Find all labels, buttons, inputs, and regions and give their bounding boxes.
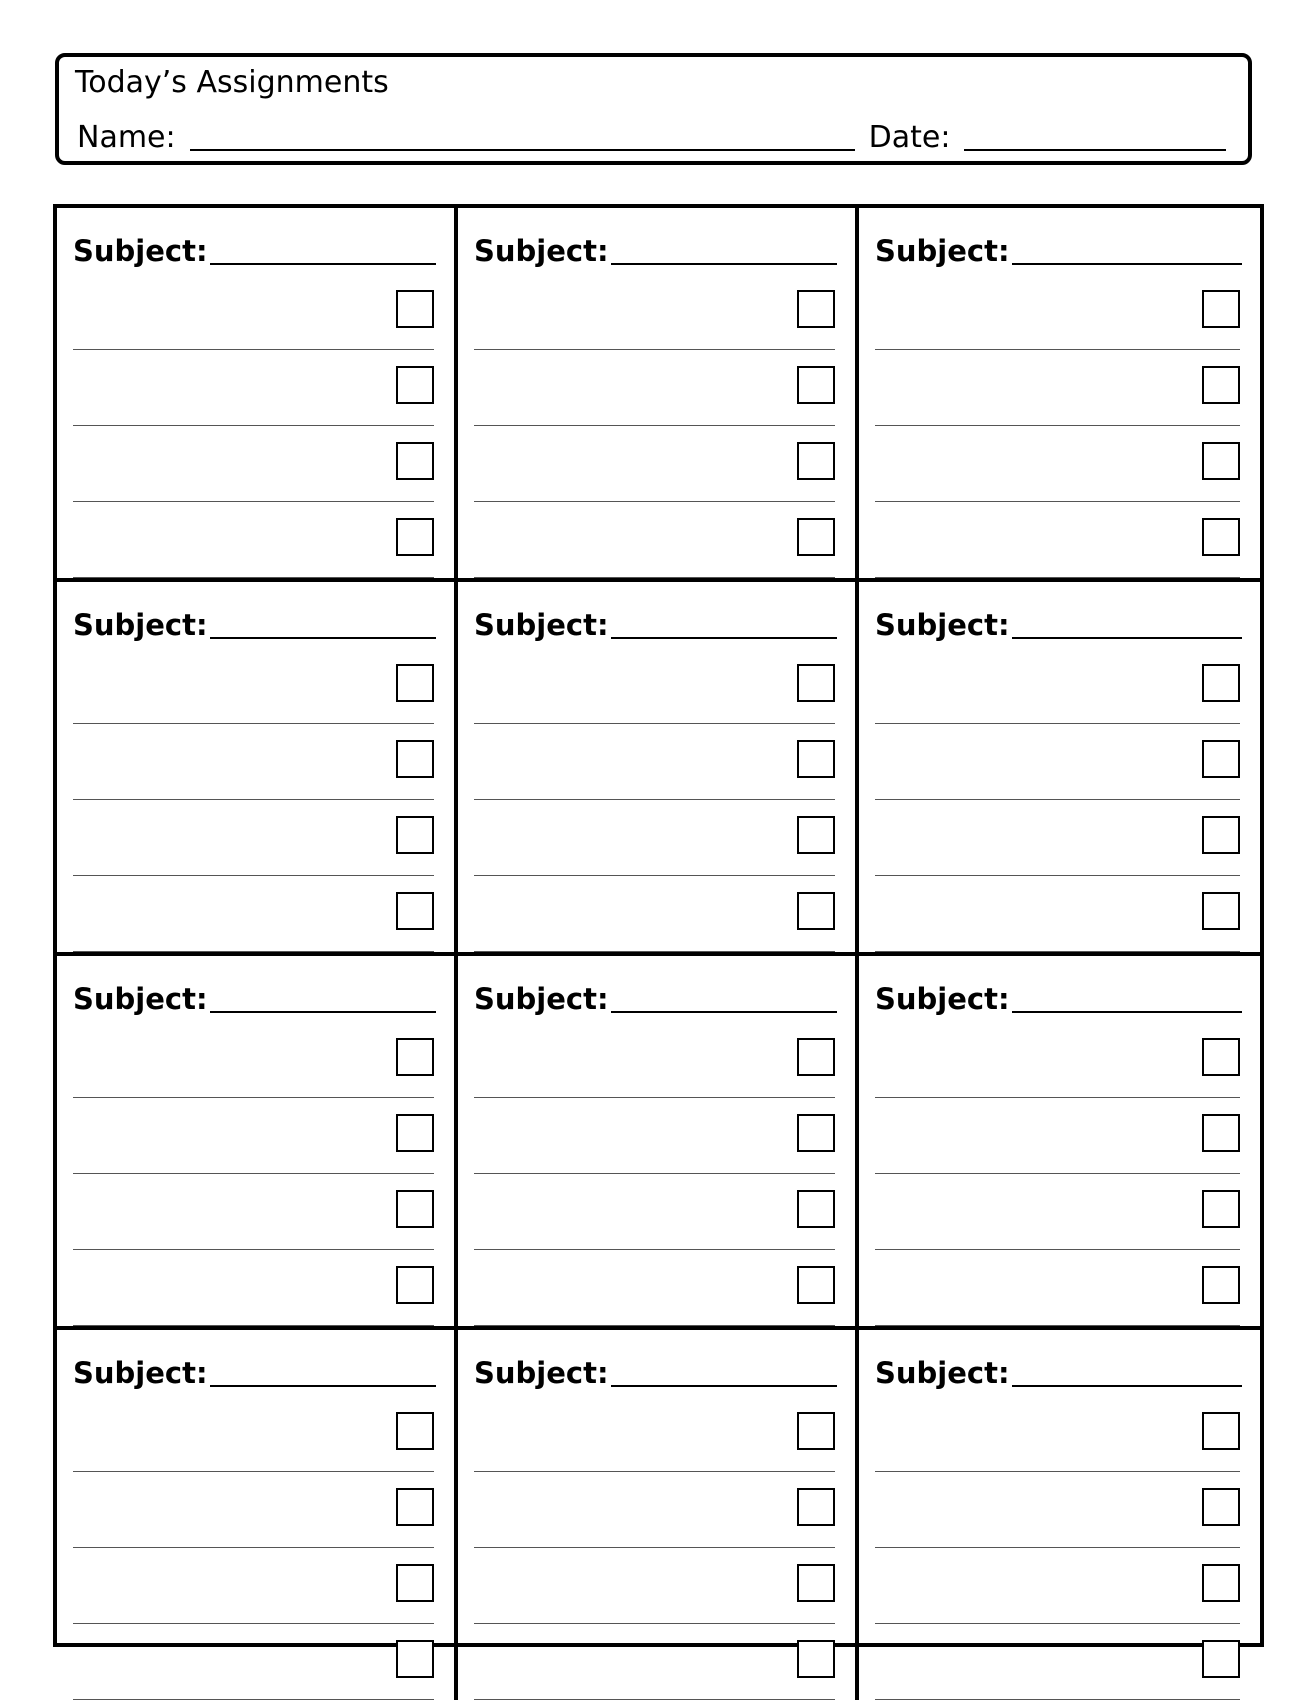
subject-block: [458, 208, 859, 582]
checkbox-icon[interactable]: [797, 1412, 835, 1450]
task-line[interactable]: [474, 1250, 835, 1326]
task-line[interactable]: [73, 1472, 434, 1548]
checkbox-icon[interactable]: [396, 518, 434, 556]
task-line[interactable]: [73, 350, 434, 426]
subject-block: [458, 582, 859, 956]
task-line[interactable]: [73, 1548, 434, 1624]
task-line[interactable]: [875, 1624, 1240, 1700]
task-line[interactable]: [73, 426, 434, 502]
task-line[interactable]: [875, 350, 1240, 426]
checkbox-icon[interactable]: [1202, 1266, 1240, 1304]
subject-field[interactable]: [1012, 263, 1242, 265]
checkbox-icon[interactable]: [396, 1038, 434, 1076]
checkbox-icon[interactable]: [1202, 1114, 1240, 1152]
task-line[interactable]: [73, 1022, 434, 1098]
subject-block: [458, 956, 859, 1330]
name-date-row: [77, 115, 1226, 155]
task-line[interactable]: [875, 1548, 1240, 1624]
task-line[interactable]: [474, 1098, 835, 1174]
subject-row: [875, 976, 1242, 1016]
task-list: [474, 1022, 837, 1326]
task-line[interactable]: [875, 502, 1240, 578]
checkbox-icon[interactable]: [1202, 442, 1240, 480]
subject-field[interactable]: [1012, 637, 1242, 639]
checkbox-icon[interactable]: [396, 442, 434, 480]
subject-label: Subject:: [875, 608, 1010, 642]
task-list: [474, 1396, 837, 1700]
page-title: Today’s Assignments: [75, 65, 389, 100]
checkbox-icon[interactable]: [797, 1038, 835, 1076]
task-line[interactable]: [73, 1396, 434, 1472]
task-line[interactable]: [875, 1250, 1240, 1326]
subject-row: [474, 228, 837, 268]
checkbox-icon[interactable]: [1202, 664, 1240, 702]
subject-row: [73, 228, 436, 268]
checkbox-icon[interactable]: [797, 816, 835, 854]
subject-row: [875, 1350, 1242, 1390]
subject-row: [73, 602, 436, 642]
subject-label: Subject:: [875, 982, 1010, 1016]
checkbox-icon[interactable]: [797, 1266, 835, 1304]
subject-label: Subject:: [474, 608, 609, 642]
subject-block: [57, 208, 458, 582]
task-list: [73, 1396, 436, 1700]
task-list: [73, 274, 436, 578]
subject-label: Subject:: [474, 982, 609, 1016]
subject-field[interactable]: [210, 1011, 436, 1013]
task-list: [875, 274, 1242, 578]
task-list: [875, 1022, 1242, 1326]
task-line[interactable]: [474, 648, 835, 724]
subject-block: [458, 1330, 859, 1700]
task-line[interactable]: [875, 274, 1240, 350]
subject-field[interactable]: [210, 637, 436, 639]
checkbox-icon[interactable]: [1202, 1488, 1240, 1526]
subject-label: Subject:: [73, 608, 208, 642]
checkbox-icon[interactable]: [1202, 892, 1240, 930]
subject-label: Subject:: [875, 234, 1010, 268]
subject-row: [474, 602, 837, 642]
checkbox-icon[interactable]: [1202, 366, 1240, 404]
subject-block: [859, 956, 1260, 1330]
task-line[interactable]: [73, 1250, 434, 1326]
task-line[interactable]: [73, 274, 434, 350]
checkbox-icon[interactable]: [797, 442, 835, 480]
checkbox-icon[interactable]: [797, 1114, 835, 1152]
task-line[interactable]: [474, 876, 835, 952]
checkbox-icon[interactable]: [396, 1564, 434, 1602]
subject-label: Subject:: [875, 1356, 1010, 1390]
task-line[interactable]: [73, 876, 434, 952]
checkbox-icon[interactable]: [1202, 1564, 1240, 1602]
checkbox-icon[interactable]: [797, 740, 835, 778]
subject-row: [474, 1350, 837, 1390]
task-line[interactable]: [73, 800, 434, 876]
subject-field[interactable]: [611, 1011, 837, 1013]
subject-field[interactable]: [611, 1385, 837, 1387]
subject-row: [474, 976, 837, 1016]
task-line[interactable]: [875, 876, 1240, 952]
subject-block: [57, 956, 458, 1330]
task-list: [73, 1022, 436, 1326]
task-line[interactable]: [875, 1174, 1240, 1250]
task-line[interactable]: [875, 1472, 1240, 1548]
checkbox-icon[interactable]: [396, 1190, 434, 1228]
subject-block: [859, 208, 1260, 582]
checkbox-icon[interactable]: [1202, 816, 1240, 854]
subject-row: [875, 602, 1242, 642]
subject-label: Subject:: [474, 1356, 609, 1390]
task-line[interactable]: [875, 426, 1240, 502]
checkbox-icon[interactable]: [1202, 1640, 1240, 1678]
checkbox-icon[interactable]: [1202, 290, 1240, 328]
checkbox-icon[interactable]: [797, 1640, 835, 1678]
subject-field[interactable]: [210, 263, 436, 265]
task-line[interactable]: [875, 1022, 1240, 1098]
task-line[interactable]: [73, 1098, 434, 1174]
checkbox-icon[interactable]: [396, 1640, 434, 1678]
subject-block: [859, 582, 1260, 956]
task-list: [73, 648, 436, 952]
checkbox-icon[interactable]: [396, 366, 434, 404]
task-line[interactable]: [474, 1174, 835, 1250]
task-line[interactable]: [73, 502, 434, 578]
checkbox-icon[interactable]: [797, 1564, 835, 1602]
subject-block: [859, 1330, 1260, 1700]
checkbox-icon[interactable]: [797, 1190, 835, 1228]
task-line[interactable]: [73, 1624, 434, 1700]
checkbox-icon[interactable]: [396, 1114, 434, 1152]
checkbox-icon[interactable]: [1202, 518, 1240, 556]
task-line[interactable]: [474, 350, 835, 426]
task-list: [474, 648, 837, 952]
subject-label: Subject:: [474, 234, 609, 268]
checkbox-icon[interactable]: [1202, 1038, 1240, 1076]
task-line[interactable]: [474, 426, 835, 502]
task-line[interactable]: [875, 1396, 1240, 1472]
date-field[interactable]: [964, 119, 1226, 151]
checkbox-icon[interactable]: [797, 892, 835, 930]
checkbox-icon[interactable]: [396, 740, 434, 778]
checkbox-icon[interactable]: [797, 1488, 835, 1526]
task-line[interactable]: [474, 502, 835, 578]
subject-label: Subject:: [73, 234, 208, 268]
task-line[interactable]: [474, 800, 835, 876]
name-field[interactable]: [190, 119, 855, 151]
checkbox-icon[interactable]: [396, 892, 434, 930]
task-line[interactable]: [875, 1098, 1240, 1174]
task-line[interactable]: [474, 274, 835, 350]
checkbox-icon[interactable]: [396, 816, 434, 854]
checkbox-icon[interactable]: [797, 290, 835, 328]
date-label: Date:: [868, 120, 951, 155]
task-line[interactable]: [474, 724, 835, 800]
checkbox-icon[interactable]: [396, 1266, 434, 1304]
subject-field[interactable]: [1012, 1011, 1242, 1013]
task-line[interactable]: [474, 1022, 835, 1098]
assignment-grid: [53, 204, 1264, 1647]
subject-field[interactable]: [210, 1385, 436, 1387]
subject-row: [875, 228, 1242, 268]
subject-field[interactable]: [1012, 1385, 1242, 1387]
subject-label: Subject:: [73, 1356, 208, 1390]
checkbox-icon[interactable]: [396, 290, 434, 328]
subject-field[interactable]: [611, 637, 837, 639]
subject-row: [73, 1350, 436, 1390]
task-line[interactable]: [474, 1472, 835, 1548]
task-list: [474, 274, 837, 578]
checkbox-icon[interactable]: [1202, 740, 1240, 778]
header-box: [55, 53, 1252, 165]
checkbox-icon[interactable]: [1202, 1190, 1240, 1228]
subject-block: [57, 1330, 458, 1700]
task-line[interactable]: [875, 800, 1240, 876]
name-label: Name:: [77, 120, 176, 155]
task-line[interactable]: [474, 1624, 835, 1700]
checkbox-icon[interactable]: [396, 664, 434, 702]
checkbox-icon[interactable]: [396, 1488, 434, 1526]
checkbox-icon[interactable]: [1202, 1412, 1240, 1450]
task-line[interactable]: [474, 1396, 835, 1472]
checkbox-icon[interactable]: [396, 1412, 434, 1450]
task-list: [875, 648, 1242, 952]
subject-label: Subject:: [73, 982, 208, 1016]
task-list: [875, 1396, 1242, 1700]
task-line[interactable]: [875, 648, 1240, 724]
subject-row: [73, 976, 436, 1016]
checkbox-icon[interactable]: [797, 366, 835, 404]
task-line[interactable]: [73, 1174, 434, 1250]
checkbox-icon[interactable]: [797, 518, 835, 556]
task-line[interactable]: [474, 1548, 835, 1624]
task-line[interactable]: [73, 648, 434, 724]
task-line[interactable]: [73, 724, 434, 800]
subject-field[interactable]: [611, 263, 837, 265]
task-line[interactable]: [875, 724, 1240, 800]
subject-block: [57, 582, 458, 956]
checkbox-icon[interactable]: [797, 664, 835, 702]
